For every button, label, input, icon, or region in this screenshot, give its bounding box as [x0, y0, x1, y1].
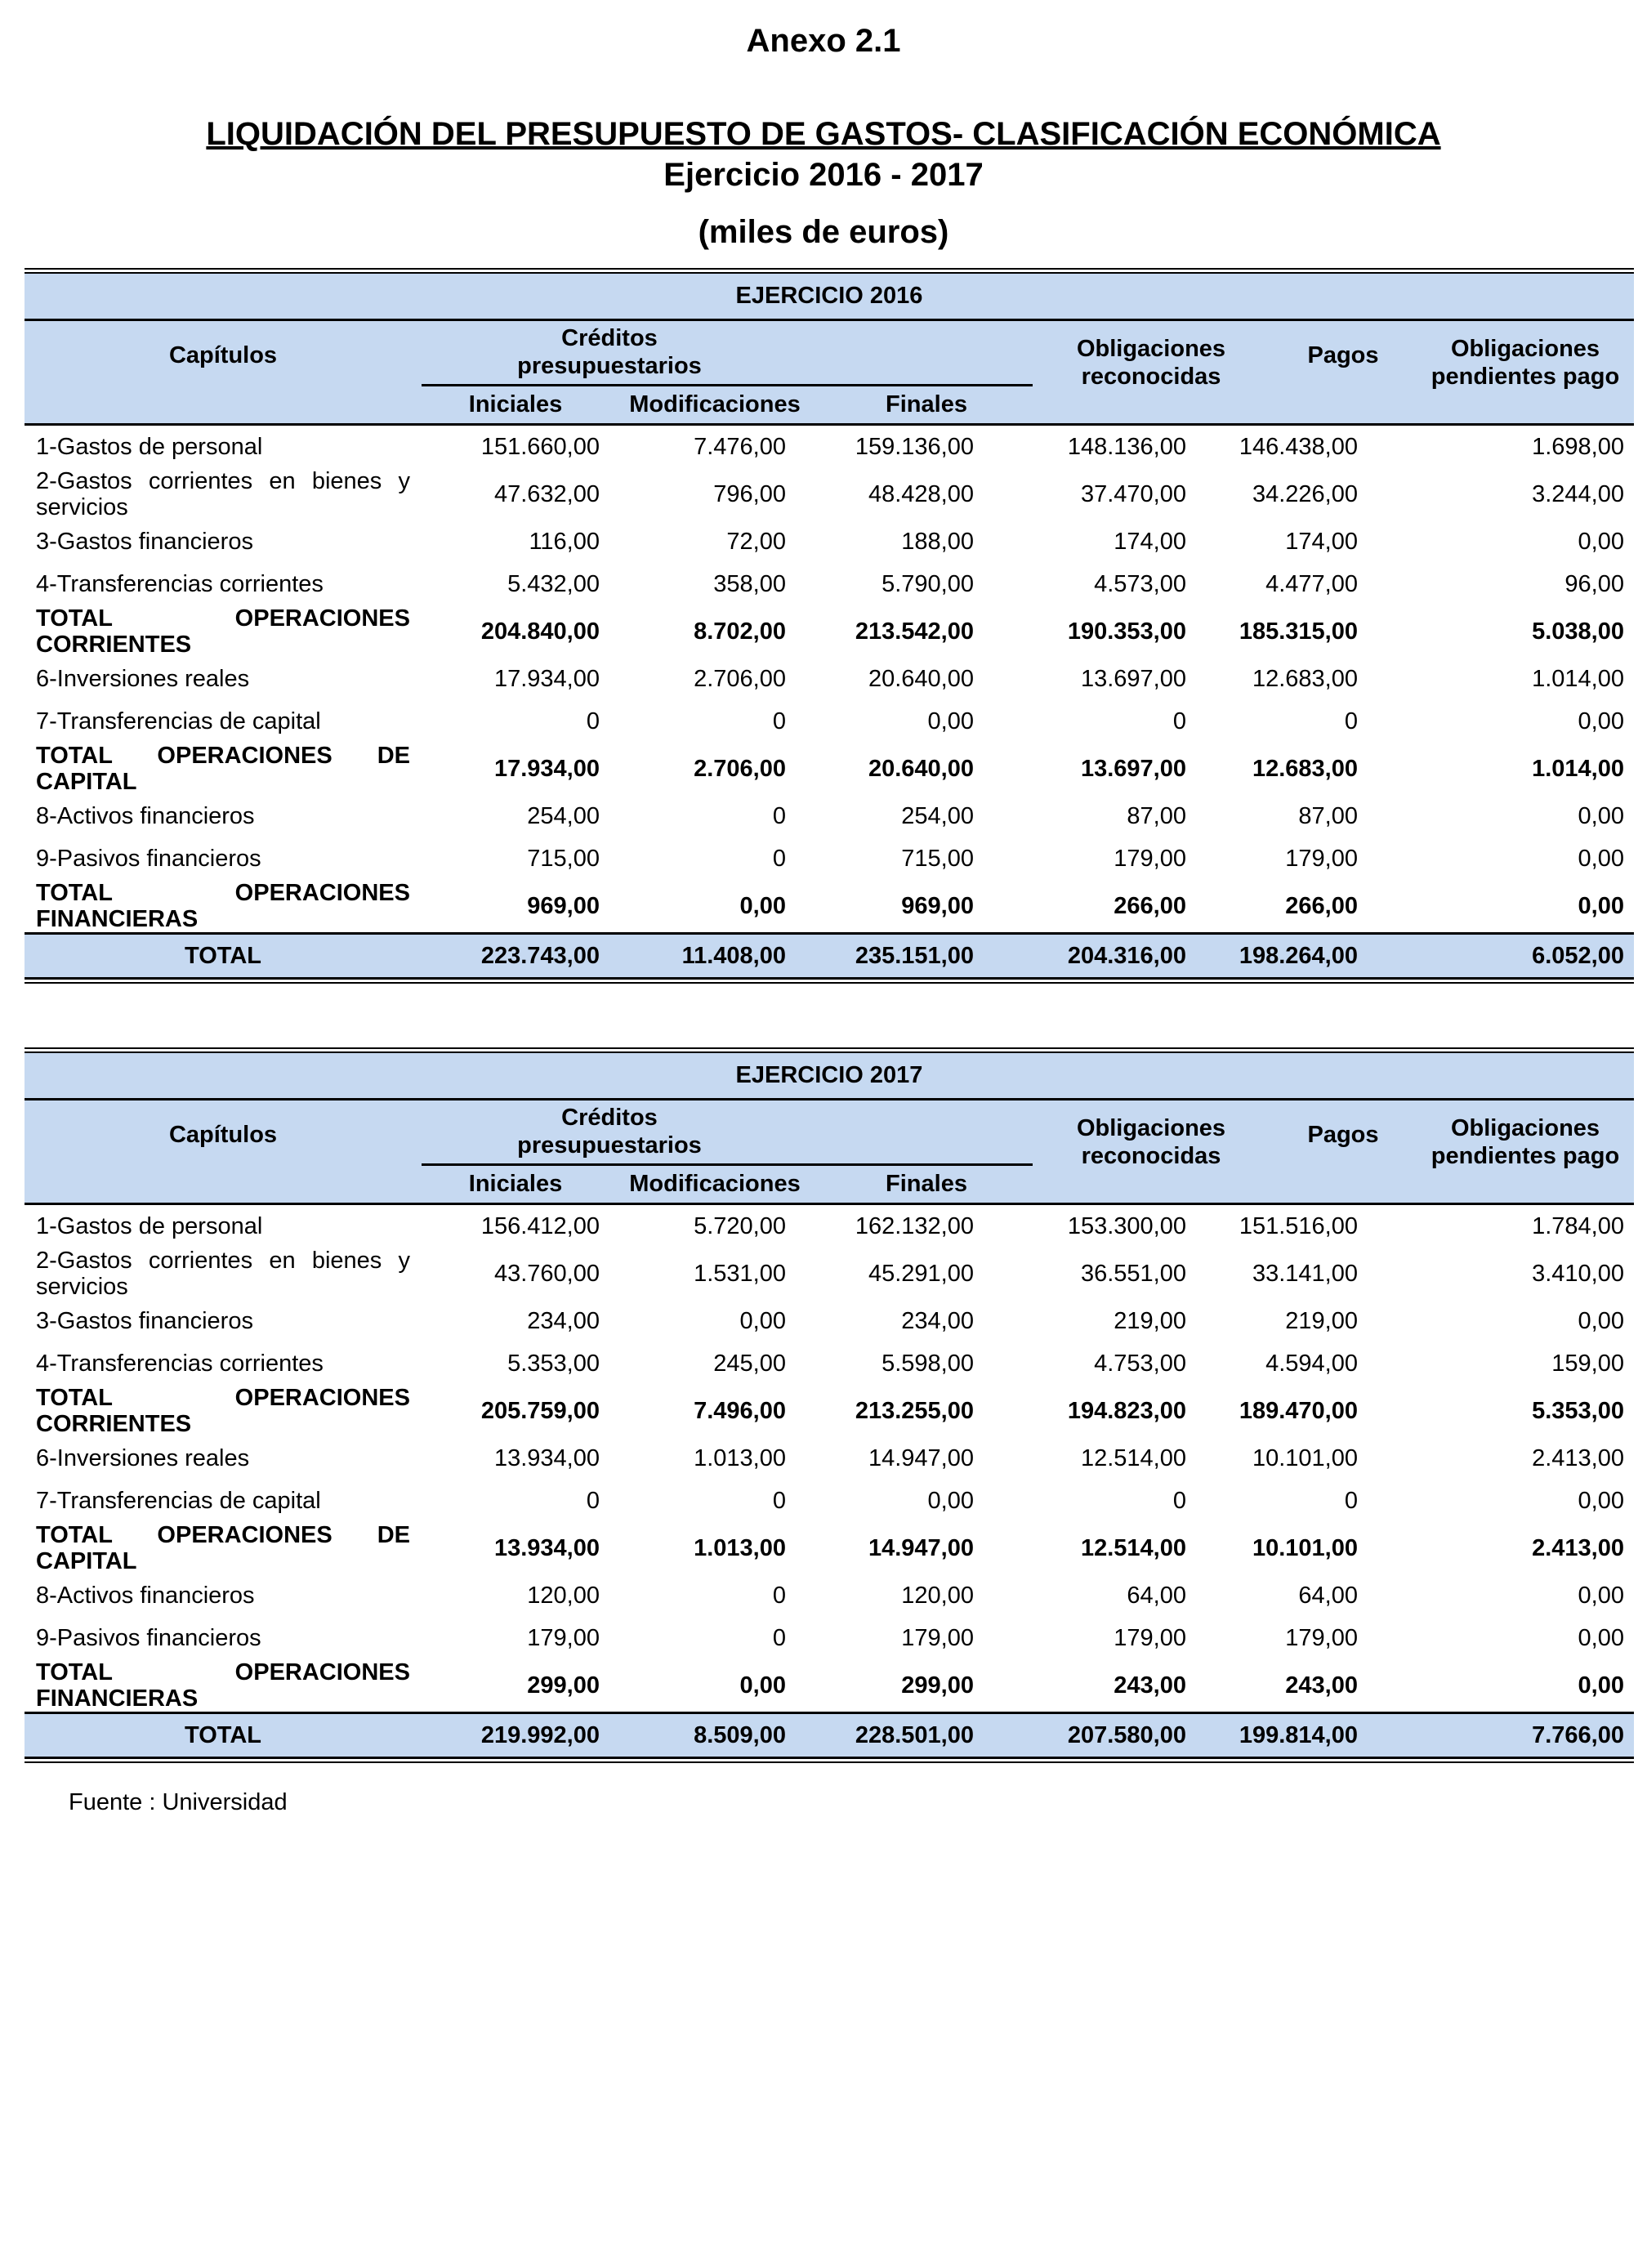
- cell-value: 1.784,00: [1532, 1213, 1624, 1239]
- header-pagos: Pagos: [1307, 1122, 1379, 1148]
- cell-value: 4.594,00: [1265, 1351, 1358, 1377]
- cell-value: 0: [772, 803, 786, 829]
- cell-value: 234,00: [527, 1308, 600, 1334]
- header-iniciales: Iniciales: [468, 391, 563, 417]
- cell-value: 219,00: [1114, 1308, 1186, 1334]
- cell-value: 96,00: [1564, 571, 1624, 597]
- table-row: [25, 426, 1634, 468]
- table-header: [25, 274, 1634, 426]
- cell-value: 299,00: [901, 1672, 974, 1699]
- cell-value: 17.934,00: [493, 756, 600, 782]
- cell-value: 243,00: [1114, 1672, 1186, 1699]
- cell-value: 0,00: [927, 708, 974, 734]
- cell-value: 7.476,00: [694, 434, 786, 460]
- row-label: 1-Gastos de personal: [36, 434, 263, 460]
- total-value: 7.766,00: [1368, 1713, 1634, 1757]
- total-row: [25, 934, 1634, 978]
- cell-value: 4.477,00: [1265, 571, 1358, 597]
- table-row: [25, 837, 1634, 880]
- table-row: [25, 1205, 1634, 1248]
- cell-value: 1.698,00: [1532, 434, 1624, 460]
- header-obligaciones: Obligaciones reconocidas: [1076, 1115, 1226, 1169]
- header-pendientes: Obligaciones pendientes pago: [1431, 336, 1620, 390]
- total-value: 223.743,00: [422, 934, 609, 978]
- cell-value: 0: [1344, 1488, 1358, 1514]
- cell-value: 0,00: [1578, 1672, 1624, 1699]
- table-row: [25, 795, 1634, 837]
- year-label: EJERCICIO 2016: [25, 274, 1634, 321]
- header-finales: Finales: [886, 391, 967, 417]
- row-label: TOTAL OPERACIONES DE CAPITAL: [36, 1522, 410, 1574]
- cell-value: 0,00: [1578, 1308, 1624, 1334]
- row-label: 7-Transferencias de capital: [36, 1488, 321, 1514]
- table-ejercicio-2016: [25, 268, 1634, 984]
- cell-value: 219,00: [1285, 1308, 1358, 1334]
- table-row: [25, 1480, 1634, 1522]
- total-value: 219.992,00: [422, 1713, 609, 1757]
- table-header: [25, 1053, 1634, 1205]
- cell-value: 7.496,00: [694, 1398, 786, 1424]
- row-label: 9-Pasivos financieros: [36, 846, 261, 872]
- cell-value: 194.823,00: [1067, 1398, 1186, 1424]
- cell-value: 213.542,00: [855, 618, 974, 645]
- cell-value: 13.934,00: [493, 1445, 600, 1471]
- header-iniciales: Iniciales: [468, 1171, 563, 1197]
- cell-value: 188,00: [901, 529, 974, 555]
- header-capitulos: Capítulos: [168, 342, 278, 368]
- cell-value: 2.706,00: [694, 666, 786, 692]
- cell-value: 0: [772, 1583, 786, 1609]
- cell-value: 5.720,00: [694, 1213, 786, 1239]
- year-label: EJERCICIO 2017: [25, 1053, 1634, 1101]
- cell-value: 185.315,00: [1239, 618, 1358, 645]
- cell-value: 205.759,00: [480, 1398, 600, 1424]
- cell-value: 179,00: [1114, 846, 1186, 872]
- cell-value: 358,00: [713, 571, 786, 597]
- table-row: [25, 1574, 1634, 1617]
- cell-value: 1.013,00: [694, 1445, 786, 1471]
- cell-value: 12.514,00: [1080, 1535, 1186, 1561]
- row-label: 4-Transferencias corrientes: [36, 571, 324, 597]
- total-value: 11.408,00: [609, 934, 796, 978]
- table-top-rule: [25, 268, 1634, 274]
- cell-value: 0: [772, 846, 786, 872]
- cell-value: 0,00: [1578, 803, 1624, 829]
- cell-value: 213.255,00: [855, 1398, 974, 1424]
- cell-value: 174,00: [1285, 529, 1358, 555]
- total-value: 199.814,00: [1196, 1713, 1368, 1757]
- header-creditos: Créditos presupuestarios: [517, 325, 702, 379]
- cell-value: 146.438,00: [1239, 434, 1358, 460]
- cell-value: 0: [1172, 708, 1186, 734]
- cell-value: 13.697,00: [1080, 756, 1186, 782]
- cell-value: 4.753,00: [1094, 1351, 1186, 1377]
- cell-value: 34.226,00: [1252, 481, 1358, 507]
- cell-value: 969,00: [901, 893, 974, 919]
- table-row: [25, 1617, 1634, 1659]
- table-row: [25, 1248, 1634, 1300]
- row-label: 8-Activos financieros: [36, 1583, 255, 1609]
- cell-value: 120,00: [527, 1583, 600, 1609]
- cell-value: 0: [772, 1625, 786, 1651]
- header-pendientes: Obligaciones pendientes pago: [1431, 1115, 1620, 1169]
- header-creditos: Créditos presupuestarios: [517, 1105, 702, 1159]
- cell-value: 243,00: [1285, 1672, 1358, 1699]
- page-title: LIQUIDACIÓN DEL PRESUPUESTO DE GASTOS- CLASIFICACIÓN ECONÓMICA: [206, 116, 1441, 152]
- cell-value: 0,00: [1578, 1625, 1624, 1651]
- cell-value: 33.141,00: [1252, 1261, 1358, 1287]
- total-value: 8.509,00: [609, 1713, 796, 1757]
- cell-value: 47.632,00: [493, 481, 600, 507]
- cell-value: 20.640,00: [868, 756, 974, 782]
- cell-value: 4.573,00: [1094, 571, 1186, 597]
- cell-value: 64,00: [1127, 1583, 1186, 1609]
- cell-value: 120,00: [901, 1583, 974, 1609]
- creditos-rule: [422, 1163, 1033, 1166]
- total-value: 204.316,00: [984, 934, 1196, 978]
- header-capitulos: Capítulos: [168, 1122, 278, 1148]
- table-bottom-rule: [25, 1757, 1634, 1763]
- cell-value: 156.412,00: [480, 1213, 600, 1239]
- cell-value: 1.013,00: [694, 1535, 786, 1561]
- cell-value: 0: [772, 1488, 786, 1514]
- cell-value: 189.470,00: [1239, 1398, 1358, 1424]
- row-label: 4-Transferencias corrientes: [36, 1351, 324, 1377]
- cell-value: 0,00: [1578, 846, 1624, 872]
- cell-value: 174,00: [1114, 529, 1186, 555]
- cell-value: 0,00: [1578, 529, 1624, 555]
- header-modificaciones: Modificaciones: [629, 1171, 801, 1197]
- row-label: 3-Gastos financieros: [36, 529, 253, 555]
- cell-value: 116,00: [529, 529, 600, 555]
- subtotal-row: [25, 1659, 1634, 1713]
- total-value: 207.580,00: [984, 1713, 1196, 1757]
- row-label: TOTAL OPERACIONES FINANCIERAS: [36, 880, 410, 932]
- page-subtitle: Ejercicio 2016 - 2017: [663, 157, 984, 193]
- subtotal-row: [25, 880, 1634, 934]
- row-label: TOTAL OPERACIONES FINANCIERAS: [36, 1659, 410, 1712]
- cell-value: 299,00: [527, 1672, 600, 1699]
- table-row: [25, 1342, 1634, 1385]
- cell-value: 0: [586, 1488, 600, 1514]
- cell-value: 87,00: [1298, 803, 1358, 829]
- subtotal-row: [25, 743, 1634, 795]
- cell-value: 2.413,00: [1532, 1535, 1624, 1561]
- header-pagos: Pagos: [1307, 342, 1379, 368]
- cell-value: 796,00: [713, 481, 786, 507]
- cell-value: 0,00: [739, 1672, 786, 1699]
- cell-value: 179,00: [527, 1625, 600, 1651]
- subtotal-row: [25, 1522, 1634, 1574]
- cell-value: 10.101,00: [1252, 1535, 1358, 1561]
- row-label: 1-Gastos de personal: [36, 1213, 263, 1239]
- cell-value: 0: [1344, 708, 1358, 734]
- cell-value: 234,00: [901, 1308, 974, 1334]
- units-label: (miles de euros): [698, 214, 949, 250]
- cell-value: 36.551,00: [1080, 1261, 1186, 1287]
- header-modificaciones: Modificaciones: [629, 391, 801, 417]
- cell-value: 266,00: [1114, 893, 1186, 919]
- cell-value: 2.413,00: [1532, 1445, 1624, 1471]
- cell-value: 14.947,00: [868, 1445, 974, 1471]
- source-note: Fuente : Universidad: [69, 1789, 288, 1815]
- total-label: TOTAL: [25, 934, 422, 978]
- table-row: [25, 658, 1634, 700]
- total-value: 235.151,00: [796, 934, 984, 978]
- cell-value: 5.790,00: [882, 571, 974, 597]
- cell-value: 0,00: [927, 1488, 974, 1514]
- cell-value: 969,00: [527, 893, 600, 919]
- cell-value: 715,00: [527, 846, 600, 872]
- cell-value: 0,00: [739, 1308, 786, 1334]
- total-value: 6.052,00: [1368, 934, 1634, 978]
- cell-value: 5.038,00: [1532, 618, 1624, 645]
- cell-value: 245,00: [713, 1351, 786, 1377]
- table-row: [25, 700, 1634, 743]
- cell-value: 204.840,00: [480, 618, 600, 645]
- cell-value: 159,00: [1551, 1351, 1624, 1377]
- cell-value: 715,00: [901, 846, 974, 872]
- total-value: 198.264,00: [1196, 934, 1368, 978]
- row-label: 3-Gastos financieros: [36, 1308, 253, 1334]
- cell-value: 1.014,00: [1532, 666, 1624, 692]
- cell-value: 3.244,00: [1532, 481, 1624, 507]
- cell-value: 12.514,00: [1080, 1445, 1186, 1471]
- row-label: 8-Activos financieros: [36, 803, 255, 829]
- cell-value: 13.697,00: [1080, 666, 1186, 692]
- cell-value: 0,00: [1578, 893, 1624, 919]
- cell-value: 1.531,00: [694, 1261, 786, 1287]
- cell-value: 0,00: [739, 893, 786, 919]
- table-row: [25, 1300, 1634, 1342]
- cell-value: 179,00: [1285, 846, 1358, 872]
- cell-value: 190.353,00: [1067, 618, 1186, 645]
- table-ejercicio-2017: [25, 1047, 1634, 1763]
- row-label: 2-Gastos corrientes en bienes y servicios: [36, 468, 410, 520]
- subtotal-row: [25, 605, 1634, 658]
- cell-value: 8.702,00: [694, 618, 786, 645]
- annex-label: Anexo 2.1: [746, 23, 901, 59]
- row-label: TOTAL OPERACIONES CORRIENTES: [36, 1385, 410, 1437]
- total-row: [25, 1713, 1634, 1757]
- cell-value: 3.410,00: [1532, 1261, 1624, 1287]
- cell-value: 0: [1172, 1488, 1186, 1514]
- cell-value: 0,00: [1578, 1488, 1624, 1514]
- cell-value: 179,00: [901, 1625, 974, 1651]
- subtotal-row: [25, 1385, 1634, 1437]
- cell-value: 151.516,00: [1239, 1213, 1358, 1239]
- cell-value: 37.470,00: [1080, 481, 1186, 507]
- cell-value: 162.132,00: [855, 1213, 974, 1239]
- cell-value: 153.300,00: [1067, 1213, 1186, 1239]
- table-row: [25, 520, 1634, 563]
- data-table: [25, 1205, 1634, 1757]
- cell-value: 0: [586, 708, 600, 734]
- cell-value: 64,00: [1298, 1583, 1358, 1609]
- header-finales: Finales: [886, 1171, 967, 1197]
- cell-value: 12.683,00: [1252, 756, 1358, 782]
- row-label: TOTAL OPERACIONES CORRIENTES: [36, 605, 410, 658]
- cell-value: 0,00: [1578, 1583, 1624, 1609]
- cell-value: 5.432,00: [507, 571, 600, 597]
- cell-value: 1.014,00: [1532, 756, 1624, 782]
- cell-value: 87,00: [1127, 803, 1186, 829]
- row-label: TOTAL OPERACIONES DE CAPITAL: [36, 743, 410, 795]
- total-value: 228.501,00: [796, 1713, 984, 1757]
- table-bottom-rule: [25, 977, 1634, 984]
- cell-value: 48.428,00: [868, 481, 974, 507]
- creditos-rule: [422, 384, 1033, 386]
- table-row: [25, 1437, 1634, 1480]
- cell-value: 179,00: [1114, 1625, 1186, 1651]
- cell-value: 10.101,00: [1252, 1445, 1358, 1471]
- header-obligaciones: Obligaciones reconocidas: [1076, 336, 1226, 390]
- row-label: 2-Gastos corrientes en bienes y servicios: [36, 1248, 410, 1300]
- row-label: 6-Inversiones reales: [36, 1445, 250, 1471]
- cell-value: 12.683,00: [1252, 666, 1358, 692]
- cell-value: 266,00: [1285, 893, 1358, 919]
- cell-value: 14.947,00: [868, 1535, 974, 1561]
- cell-value: 13.934,00: [493, 1535, 600, 1561]
- cell-value: 254,00: [901, 803, 974, 829]
- cell-value: 20.640,00: [868, 666, 974, 692]
- cell-value: 2.706,00: [694, 756, 786, 782]
- table-top-rule: [25, 1047, 1634, 1053]
- total-label: TOTAL: [25, 1713, 422, 1757]
- cell-value: 0,00: [1578, 708, 1624, 734]
- cell-value: 5.598,00: [882, 1351, 974, 1377]
- cell-value: 5.353,00: [1532, 1398, 1624, 1424]
- row-label: 9-Pasivos financieros: [36, 1625, 261, 1651]
- cell-value: 17.934,00: [493, 666, 600, 692]
- table-row: [25, 468, 1634, 520]
- cell-value: 5.353,00: [507, 1351, 600, 1377]
- cell-value: 179,00: [1285, 1625, 1358, 1651]
- cell-value: 72,00: [726, 529, 786, 555]
- cell-value: 151.660,00: [480, 434, 600, 460]
- table-row: [25, 563, 1634, 605]
- cell-value: 148.136,00: [1067, 434, 1186, 460]
- row-label: 7-Transferencias de capital: [36, 708, 321, 734]
- cell-value: 45.291,00: [868, 1261, 974, 1287]
- data-table: [25, 426, 1634, 977]
- cell-value: 43.760,00: [493, 1261, 600, 1287]
- cell-value: 159.136,00: [855, 434, 974, 460]
- row-label: 6-Inversiones reales: [36, 666, 250, 692]
- cell-value: 254,00: [527, 803, 600, 829]
- cell-value: 0: [772, 708, 786, 734]
